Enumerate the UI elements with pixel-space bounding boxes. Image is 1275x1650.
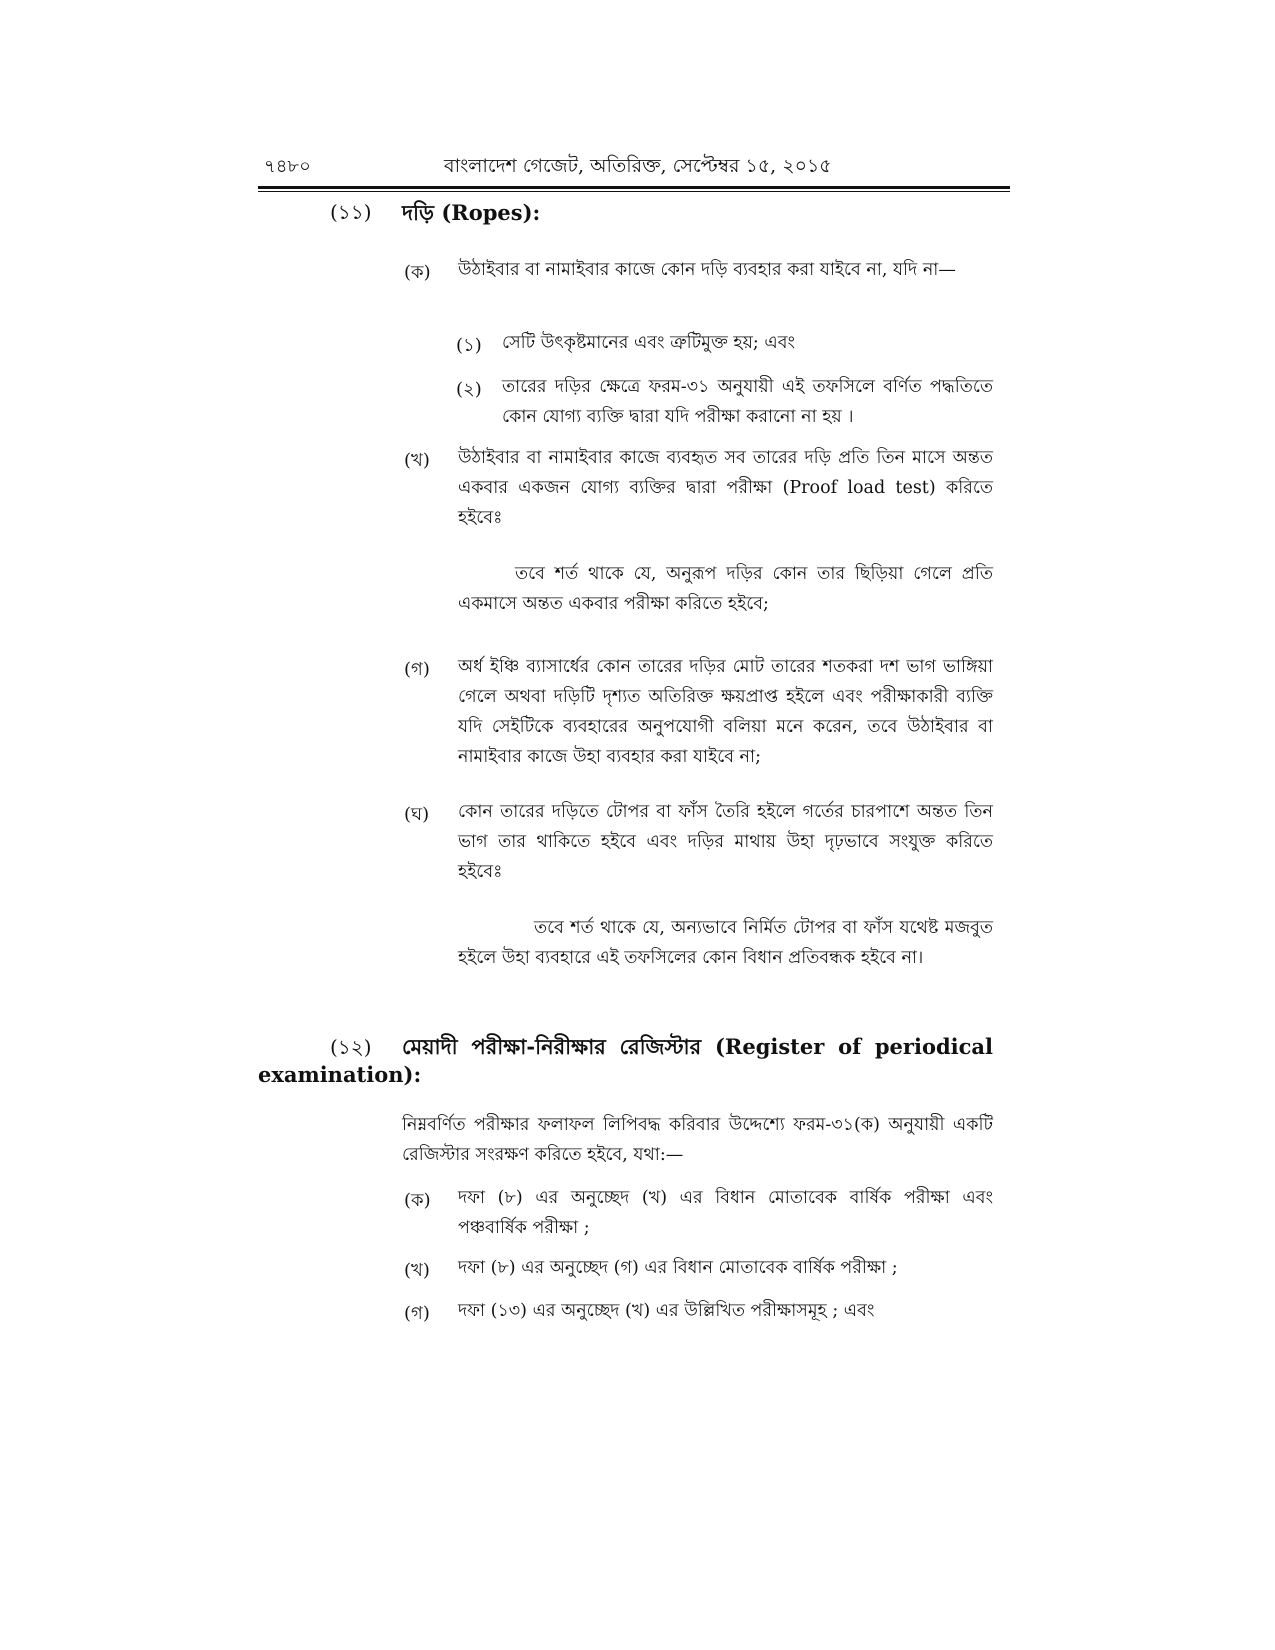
section-11-number: (১১) — [330, 200, 372, 224]
page-header — [258, 152, 1010, 182]
section-11-item-ga-marker: (গ) — [404, 659, 430, 680]
section-11-subitem-2-text: তারের দড়ির ক্ষেত্রে ফরম-৩১ অনুযায়ী এই তফসিলে বর্ণিত পদ্ধতিতে কোন যোগ্য ব্যক্তি দ্বারা যদি পরীক্ষা করানো না হয় । — [502, 377, 993, 427]
section-12-item-ga-text: দফা (১৩) এর অনুচ্ছেদ (খ) এর উল্লিখিত পরীক্ষাসমূহ ; এবং — [458, 1301, 875, 1321]
section-11-title: দড়ি (Ropes): — [402, 200, 541, 225]
section-11-item-kha-proviso: তবে শর্ত থাকে যে, অনুরূপ দড়ির কোন তার ছিড়িয়া গেলে প্রতি একমাসে অন্তত একবার পরীক্ষা করিতে হইবে; — [458, 564, 993, 614]
section-11-item-gha-marker: (ঘ) — [404, 804, 430, 825]
section-11-subitem-2-marker: (২) — [456, 379, 482, 400]
section-12-title-line1: মেয়াদী পরীক্ষা-নিরীক্ষার রেজিস্টার (Register of periodical — [402, 1034, 993, 1059]
section-12-item-kha-marker: (খ) — [404, 1260, 430, 1281]
section-11-item-ka-text: উঠাইবার বা নামাইবার কাজে কোন দড়ি ব্যবহার করা যাইবে না, যদি না— — [458, 260, 956, 280]
section-12-item-kha-text: দফা (৮) এর অনুচ্ছেদ (গ) এর বিধান মোতাবেক বার্ষিক পরীক্ষা ; — [458, 1258, 898, 1278]
section-12-item-ga-marker: (গ) — [404, 1303, 430, 1324]
section-12-number: (১২) — [330, 1035, 372, 1059]
section-12-title-line2: examination): — [258, 1062, 422, 1087]
section-11-subitem-1-text: সেটি উৎকৃষ্টমানের এবং ত্রুটিমুক্ত হয়; এবং — [502, 333, 795, 353]
section-12-item-ka-marker: (ক) — [404, 1190, 431, 1211]
gazette-title: বাংলাদেশ গেজেট, অতিরিক্ত, সেপ্টেম্বর ১৫, ২০১৫ — [444, 155, 832, 177]
section-12-item-ka-text: দফা (৮) এর অনুচ্ছেদ (খ) এর বিধান মোতাবেক বার্ষিক পরীক্ষা এবং পঞ্চবার্ষিক পরীক্ষা ; — [458, 1188, 993, 1238]
section-11-item-ga-text: অর্ধ ইঞ্চি ব্যাসার্ধের কোন তারের দড়ির মোট তারের শতকরা দশ ভাগ ভাঙ্গিয়া গেলে অথবা দড়িটি দৃশ্যত অতিরিক্ত ক্ষয়প্রাপ্ত হইলে এবং পরীক্ষাকারী ব্যক্তি যদি সেইটিকে ব্যবহারের অনুপযোগী বলিয়া মনে করেন, তবে উঠাইবার বা নামাইবার কাজে উহা ব্যবহার করা যাইবে না; — [458, 657, 993, 767]
section-11-item-gha-proviso: তবে শর্ত থাকে যে, অন্যভাবে নির্মিত টোপর বা ফাঁস যথেষ্ট মজবুত হইলে উহা ব্যবহারে এই তফসিলের কোন বিধান প্রতিবন্ধক হইবে না। — [458, 918, 993, 968]
section-11-item-gha-text: কোন তারের দড়িতে টোপর বা ফাঁস তৈরি হইলে গর্তের চারপাশে অন্তত তিন ভাগ তার থাকিতে হইবে এবং দড়ির মাথায় উহা দৃঢ়ভাবে সংযুক্ত করিতে হইবেঃ — [458, 802, 993, 882]
section-11-item-ka-marker: (ক) — [404, 262, 431, 283]
page-number: ৭৪৮০ — [264, 156, 311, 177]
section-12-intro: নিম্নবর্ণিত পরীক্ষার ফলাফল লিপিবদ্ধ করিবার উদ্দেশ্যে ফরম-৩১(ক) অনুযায়ী একটি রেজিস্টার সংরক্ষণ করিতে হইবে, যথা:— — [402, 1115, 993, 1165]
section-11-subitem-1-marker: (১) — [456, 335, 482, 356]
section-11-item-kha-text: উঠাইবার বা নামাইবার কাজে ব্যবহৃত সব তারের দড়ি প্রতি তিন মাসে অন্তত একবার একজন যোগ্য ব্যক্তির দ্বারা পরীক্ষা (Proof load test) করিতে হইবেঃ — [458, 448, 993, 528]
header-rule-thin — [258, 191, 1010, 192]
header-rule-thick — [258, 186, 1010, 189]
section-11-item-kha-marker: (খ) — [404, 450, 430, 471]
